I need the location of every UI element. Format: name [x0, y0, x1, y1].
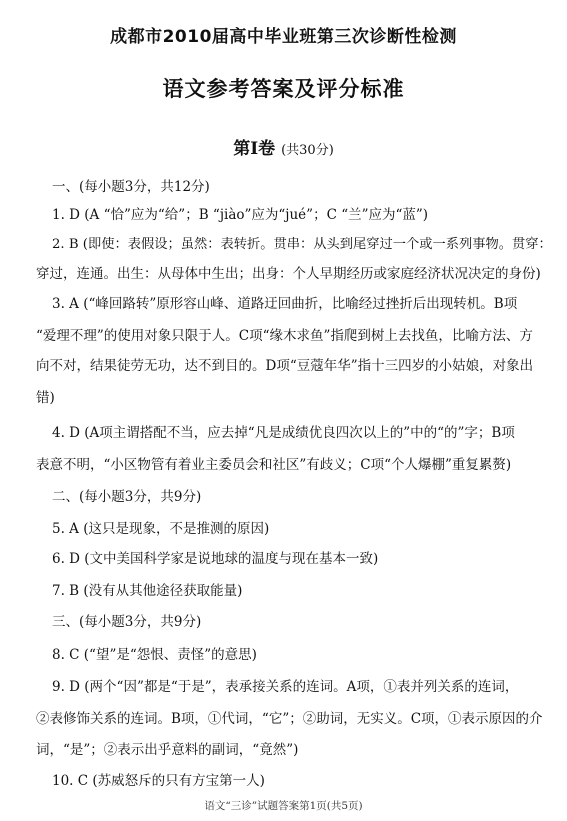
answer-line: 穿过，连通。出生：从母体中生出；出身：个人早期经历或家庭经济状况决定的身份): [36, 266, 541, 282]
answer-line: 表意不明，“小区物管有着业主委员会和社区”有歧义；C项“个人爆棚”重复累赘): [36, 457, 512, 473]
answer-line: ②表修饰关系的连词。B项，①代词，“它”；②助词，无实义。C项，①表示原因的介: [36, 711, 543, 727]
answer-line: 4. D (A项主谓搭配不当，应去掉“凡是成绩优良四次以上的”中的“的”字；B项: [52, 425, 515, 441]
page-footer: 语文“三诊”试题答案第1页(共5页): [204, 800, 363, 812]
exam-title: 成都市2010届高中毕业班第三次诊断性检测: [110, 27, 457, 47]
section-heading: [0, 134, 567, 159]
answer-line: 10. C (苏威怒斥的只有方宝第一人): [52, 773, 265, 789]
part-heading: 二、(每小题3分，共9分): [52, 489, 202, 505]
answer-line: 7. B (没有从其他途径获取能量): [52, 583, 243, 599]
part-heading: 一、(每小题3分，共12分): [52, 179, 210, 195]
document-title: 语文参考答案及评分标准: [162, 77, 405, 101]
answer-line: 词，“是”；②表示出乎意料的副词，“竟然”): [36, 742, 299, 758]
answer-line: 向不对，结果徒劳无功，达不到目的。D项“豆蔻年华”指十三四岁的小姑娘，对象出: [36, 358, 534, 374]
section-score: (共30分): [281, 143, 334, 158]
answer-line: 6. D (文中美国科学家是说地球的温度与现在基本一致): [52, 551, 379, 567]
answer-line: 9. D (两个“因”都是“于是”，表承接关系的连词。A项，①表并列关系的连词，: [52, 679, 519, 695]
answer-line: 2. B (即使：表假设；虽然：表转折。贯串：从头到尾穿过一个或一系列事物。贯穿：: [52, 237, 552, 252]
answer-line: 1. D (A “恰”应为“给”；B “jiào”应为“jué”；C “兰”应为“蓝”): [52, 207, 429, 223]
answer-line: “爱理不理”的使用对象只限于人。C项“缘木求鱼”指爬到树上去找鱼，比喻方法、方: [36, 328, 533, 344]
answer-line: 3. A (“峰回路转”原形容山峰、道路迂回曲折，比喻经过挫折后出现转机。B项: [52, 296, 518, 312]
answer-line: 5. A (这只是现象，不是推测的原因): [52, 521, 270, 537]
section-name: 第Ⅰ卷: [233, 139, 276, 159]
answer-line: 8. C (“望”是“怨恨、责怪”的意思): [52, 647, 257, 663]
answer-line: 错): [36, 390, 55, 406]
part-heading: 三、(每小题3分，共9分): [52, 614, 202, 630]
